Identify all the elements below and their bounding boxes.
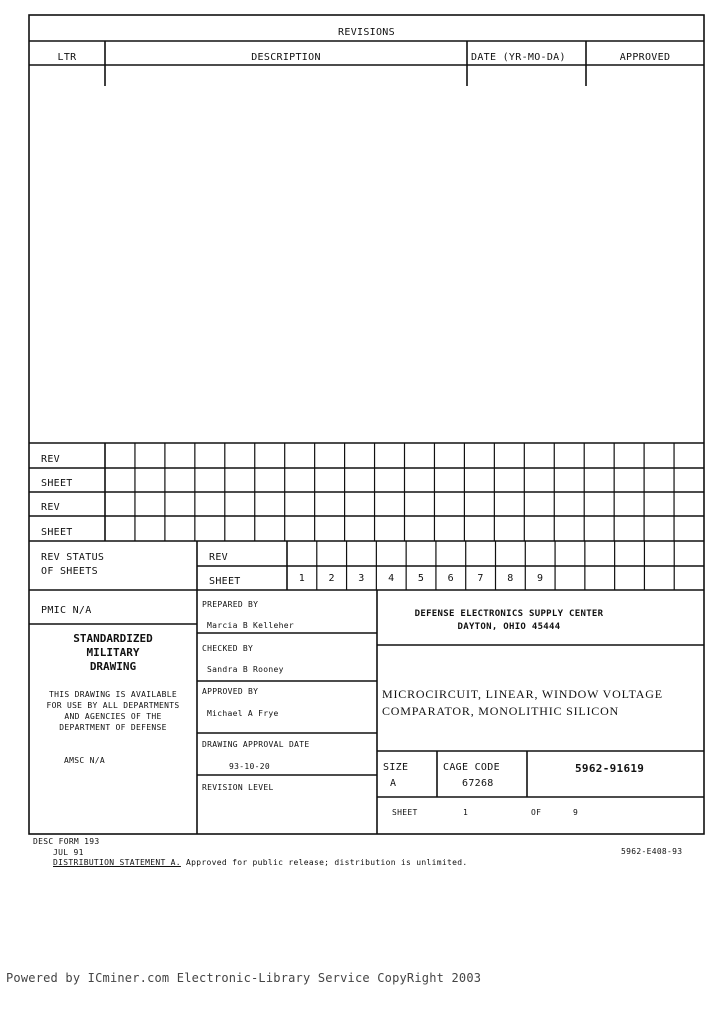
- sheet-row-label: SHEET: [41, 478, 73, 489]
- desc-form: DESC FORM 193: [33, 837, 100, 846]
- form-code: 5962-E408-93: [621, 847, 683, 856]
- cage-code-label: CAGE CODE: [443, 762, 500, 773]
- distribution-statement-text: Approved for public release; distribution is unlimited.: [180, 858, 468, 867]
- approved-by-name: Michael A Frye: [207, 709, 279, 718]
- approved-by-label: APPROVED BY: [202, 687, 259, 696]
- sheet-number: 8: [507, 573, 514, 584]
- standardized-title: STANDARDIZED: [73, 632, 153, 645]
- military-title: MILITARY: [86, 646, 140, 659]
- sheet-number: 2: [328, 573, 335, 584]
- agency-address: DAYTON, OHIO 45444: [457, 622, 561, 632]
- sheet-number: 7: [477, 573, 484, 584]
- approved-header: APPROVED: [619, 52, 671, 63]
- availability-line: THIS DRAWING IS AVAILABLE: [49, 690, 177, 699]
- distribution-statement: [53, 858, 467, 867]
- drawing-title: DRAWING: [89, 660, 137, 673]
- prepared-by-name: Marcia B Kelleher: [207, 621, 294, 630]
- rev-status-label: REV STATUS: [41, 552, 105, 563]
- drawing-title-line2: COMPARATOR, MONOLITHIC SILICON: [382, 704, 620, 718]
- rev-status-rev-label: REV: [209, 552, 228, 563]
- rev-row-label: REV: [41, 502, 60, 513]
- drawing-approval-date-label: DRAWING APPROVAL DATE: [202, 740, 310, 749]
- size-label: SIZE: [383, 762, 409, 773]
- revisions-title: REVISIONS: [338, 27, 395, 38]
- sheet-value: 1: [463, 808, 469, 817]
- revision-level-label: REVISION LEVEL: [202, 783, 274, 792]
- agency-name: DEFENSE ELECTRONICS SUPPLY CENTER: [414, 609, 604, 619]
- availability-line: DEPARTMENT OF DEFENSE: [59, 723, 167, 732]
- of-value: 9: [573, 808, 579, 817]
- date-header: DATE (YR-MO-DA): [471, 52, 566, 63]
- sheet-number: 1: [298, 573, 306, 584]
- sheet-label: SHEET: [392, 808, 418, 817]
- sheet-row-label: SHEET: [41, 527, 73, 538]
- distribution-statement-label: DISTRIBUTION STATEMENT A.: [53, 858, 181, 867]
- size-value: A: [390, 778, 397, 789]
- prepared-by-label: PREPARED BY: [202, 600, 259, 609]
- availability-line: AND AGENCIES OF THE: [64, 712, 162, 721]
- checked-by-name: Sandra B Rooney: [207, 665, 284, 674]
- sheet-number: 9: [537, 573, 544, 584]
- checked-by-label: CHECKED BY: [202, 644, 254, 653]
- rev-row-label: REV: [41, 454, 60, 465]
- sheet-number: 6: [447, 573, 454, 584]
- powered-by: Powered by ICminer.com Electronic-Library Service CopyRight 2003: [6, 971, 482, 985]
- sheet-number: 3: [358, 573, 365, 584]
- drawing-title-line1: MICROCIRCUIT, LINEAR, WINDOW VOLTAGE: [382, 687, 663, 701]
- rev-status-sheet-label: SHEET: [209, 576, 241, 587]
- of-sheets-label: OF SHEETS: [41, 566, 98, 577]
- sheet-number: 5: [417, 573, 425, 584]
- availability-line: FOR USE BY ALL DEPARTMENTS: [46, 701, 180, 710]
- description-header: DESCRIPTION: [251, 52, 321, 63]
- amsc: AMSC N/A: [64, 756, 105, 765]
- drawing-approval-date: 93-10-20: [229, 762, 270, 771]
- cage-code-value: 67268: [462, 778, 494, 789]
- sheet-number: 4: [388, 573, 395, 584]
- desc-form-date: JUL 91: [53, 848, 84, 857]
- ltr-header: LTR: [57, 52, 77, 63]
- pmic: PMIC N/A: [41, 605, 92, 616]
- drawing-number: 5962-91619: [575, 762, 645, 775]
- of-label: OF: [531, 808, 542, 817]
